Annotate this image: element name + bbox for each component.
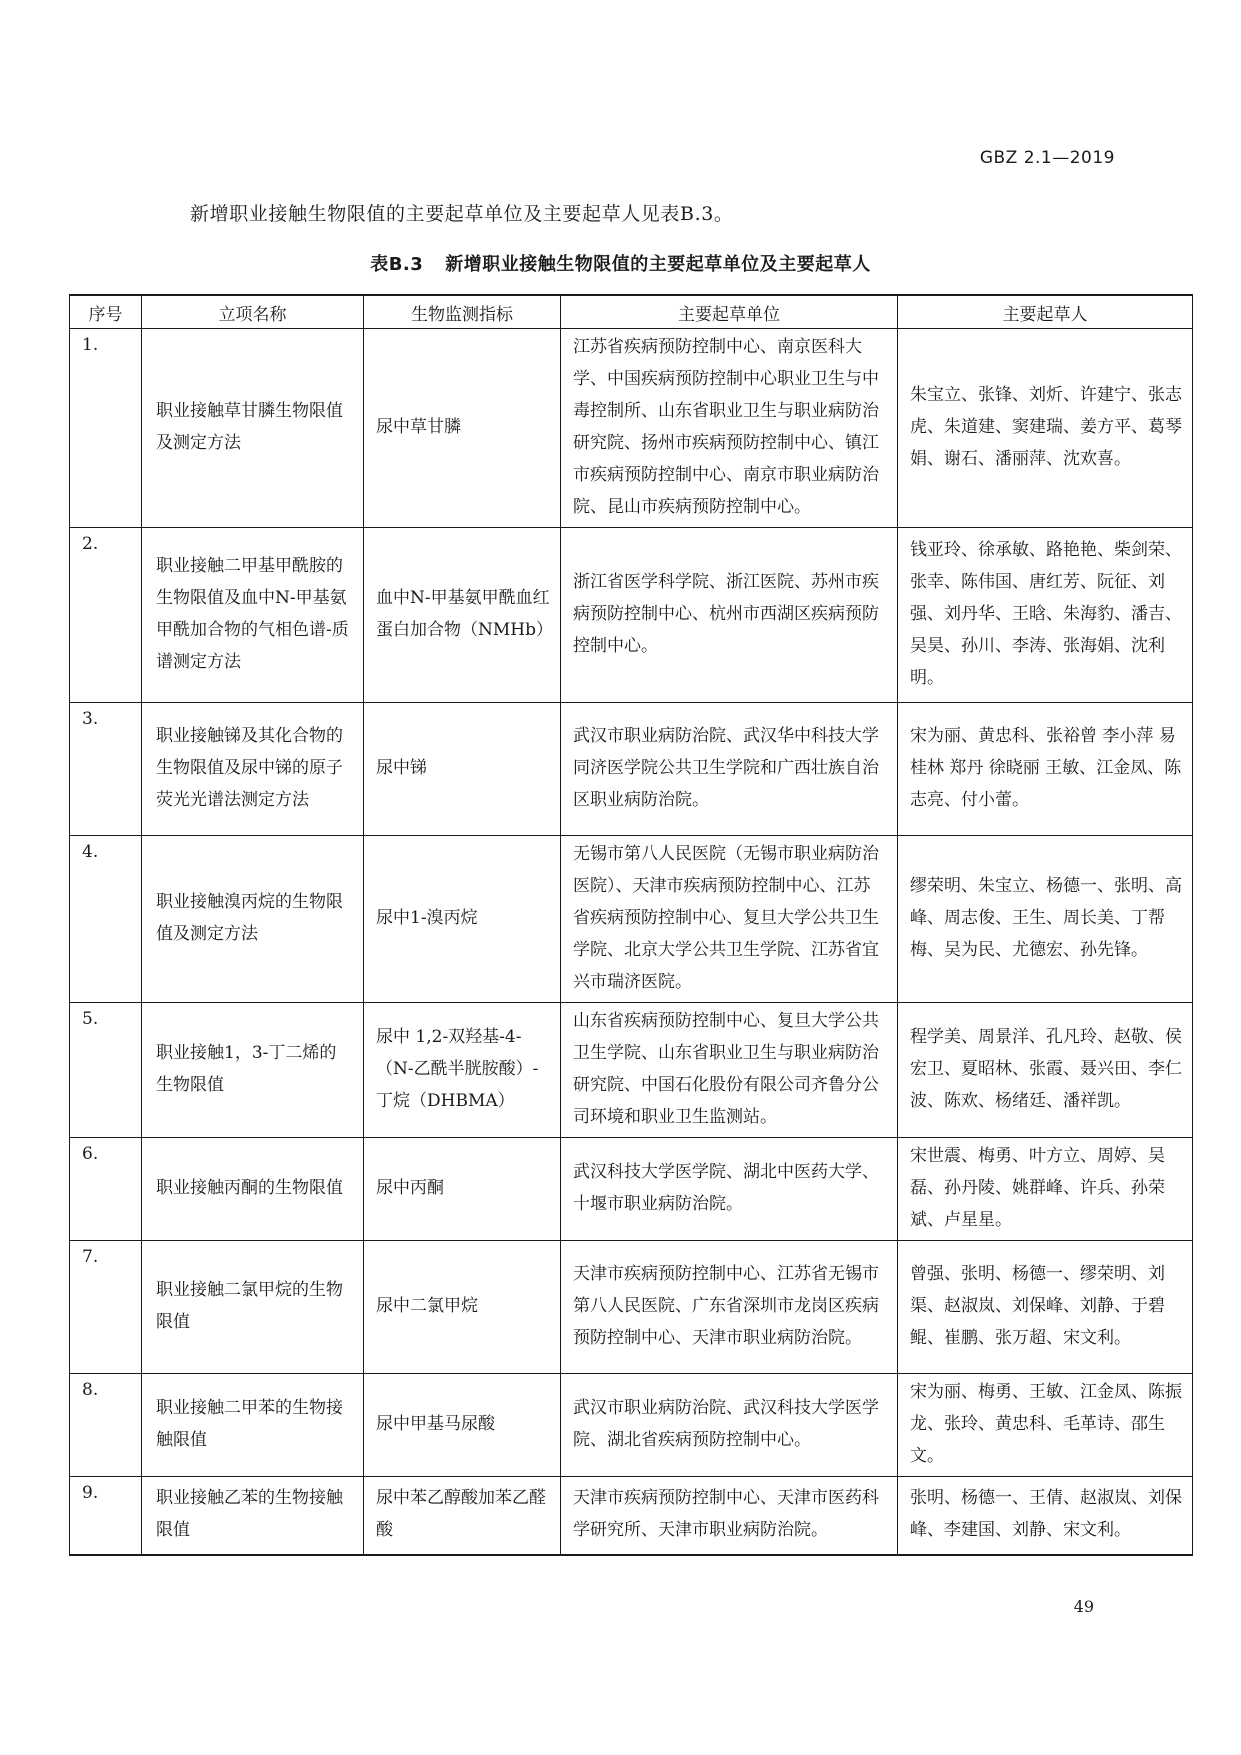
header-project: 立项名称 [142,295,364,329]
project-name: 职业接触1，3-丁二烯的生物限值 [142,1003,364,1138]
drafting-units: 山东省疾病预防控制中心、复旦大学公共卫生学院、山东省职业卫生与职业病防治研究院、中国石化股份有限公司齐鲁分公司环境和职业卫生监测站。 [561,1003,898,1138]
row-number: 8. [70,1374,142,1477]
project-name: 职业接触草甘膦生物限值及测定方法 [142,329,364,528]
project-name: 职业接触二甲基甲酰胺的生物限值及血中N-甲基氨甲酰加合物的气相色谱-质谱测定方法 [142,528,364,703]
drafters: 宋为丽、梅勇、王敏、江金凤、陈振龙、张玲、黄忠科、毛革诗、邵生文。 [898,1374,1193,1477]
drafting-units: 无锡市第八人民医院（无锡市职业病防治医院）、天津市疾病预防控制中心、江苏省疾病预防控制中心、复旦大学公共卫生学院、北京大学公共卫生学院、江苏省宜兴市瑞济医院。 [561,836,898,1003]
row-number: 3. [70,703,142,836]
row-number: 5. [70,1003,142,1138]
drafting-units: 武汉市职业病防治院、武汉华中科技大学同济医学院公共卫生学院和广西壮族自治区职业病防治院。 [561,703,898,836]
drafters-table [69,294,1193,1556]
table-row [70,836,1193,1003]
drafting-units: 浙江省医学科学院、浙江医院、苏州市疾病预防控制中心、杭州市西湖区疾病预防控制中心。 [561,528,898,703]
header-units: 主要起草单位 [561,295,898,329]
drafters: 张明、杨德一、王倩、赵淑岚、刘保峰、李建国、刘静、宋文利。 [898,1477,1193,1555]
drafting-units: 天津市疾病预防控制中心、天津市医药科学研究所、天津市职业病防治院。 [561,1477,898,1555]
project-name: 职业接触锑及其化合物的生物限值及尿中锑的原子荧光光谱法测定方法 [142,703,364,836]
drafters: 朱宝立、张锋、刘炘、许建宁、张志虎、朱道建、窦建瑞、姜方平、葛琴娟、谢石、潘丽萍、沈欢喜。 [898,329,1193,528]
row-number: 1. [70,329,142,528]
monitoring-indicator: 尿中二氯甲烷 [364,1241,561,1374]
header-no: 序号 [70,295,142,329]
table-header-row [70,295,1193,329]
table-caption [0,250,1241,276]
table-row [70,528,1193,703]
intro-paragraph: 新增职业接触生物限值的主要起草单位及主要起草人见表B.3。 [190,203,734,225]
document-code: GBZ 2.1—2019 [979,148,1115,168]
header-indicator: 生物监测指标 [364,295,561,329]
monitoring-indicator: 尿中 1,2-双羟基-4-（N-乙酰半胱胺酸）-丁烷（DHBMA） [364,1003,561,1138]
project-name: 职业接触乙苯的生物接触限值 [142,1477,364,1555]
project-name: 职业接触溴丙烷的生物限值及测定方法 [142,836,364,1003]
drafting-units: 天津市疾病预防控制中心、江苏省无锡市第八人民医院、广东省深圳市龙岗区疾病预防控制中心、天津市职业病防治院。 [561,1241,898,1374]
table-row [70,1241,1193,1374]
table-row [70,1003,1193,1138]
table-row [70,1138,1193,1241]
table-row [70,329,1193,528]
row-number: 2. [70,528,142,703]
monitoring-indicator: 尿中丙酮 [364,1138,561,1241]
table-row [70,1374,1193,1477]
monitoring-indicator: 血中N-甲基氨甲酰血红蛋白加合物（NMHb） [364,528,561,703]
monitoring-indicator: 尿中甲基马尿酸 [364,1374,561,1477]
drafters: 程学美、周景洋、孔凡玲、赵敬、侯宏卫、夏昭林、张霞、聂兴田、李仁波、陈欢、杨绪廷、潘祥凯。 [898,1003,1193,1138]
drafting-units: 江苏省疾病预防控制中心、南京医科大学、中国疾病预防控制中心职业卫生与中毒控制所、山东省职业卫生与职业病防治研究院、扬州市疾病预防控制中心、镇江市疾病预防控制中心、南京市职业病防治院、昆山市疾病预防控制中心。 [561,329,898,528]
table-number: 表B.3 [370,254,424,275]
drafters: 钱亚玲、徐承敏、路艳艳、柴剑荣、张幸、陈伟国、唐红芳、阮征、刘强、刘丹华、王晗、朱海豹、潘吉、吴昊、孙川、李涛、张海娟、沈利明。 [898,528,1193,703]
monitoring-indicator: 尿中苯乙醇酸加苯乙醛酸 [364,1477,561,1555]
project-name: 职业接触二甲苯的生物接触限值 [142,1374,364,1477]
row-number: 9. [70,1477,142,1555]
table-row [70,1477,1193,1555]
header-drafters: 主要起草人 [898,295,1193,329]
drafting-units: 武汉市职业病防治院、武汉科技大学医学院、湖北省疾病预防控制中心。 [561,1374,898,1477]
row-number: 6. [70,1138,142,1241]
project-name: 职业接触丙酮的生物限值 [142,1138,364,1241]
drafters: 宋世震、梅勇、叶方立、周婷、吴磊、孙丹陵、姚群峰、许兵、孙荣斌、卢星星。 [898,1138,1193,1241]
monitoring-indicator: 尿中1-溴丙烷 [364,836,561,1003]
row-number: 4. [70,836,142,1003]
page-number: 49 [1073,1597,1094,1616]
row-number: 7. [70,1241,142,1374]
project-name: 职业接触二氯甲烷的生物限值 [142,1241,364,1374]
table-title: 新增职业接触生物限值的主要起草单位及主要起草人 [445,254,871,275]
monitoring-indicator: 尿中锑 [364,703,561,836]
drafting-units: 武汉科技大学医学院、湖北中医药大学、十堰市职业病防治院。 [561,1138,898,1241]
table-row [70,703,1193,836]
drafters: 缪荣明、朱宝立、杨德一、张明、高峰、周志俊、王生、周长美、丁帮梅、吴为民、尤德宏、孙先锋。 [898,836,1193,1003]
monitoring-indicator: 尿中草甘膦 [364,329,561,528]
drafters: 曾强、张明、杨德一、缪荣明、刘渠、赵淑岚、刘保峰、刘静、于碧鲲、崔鹏、张万超、宋文利。 [898,1241,1193,1374]
drafters: 宋为丽、黄忠科、张裕曾 李小萍 易桂林 郑丹 徐晓丽 王敏、江金凤、陈志亮、付小蕾。 [898,703,1193,836]
